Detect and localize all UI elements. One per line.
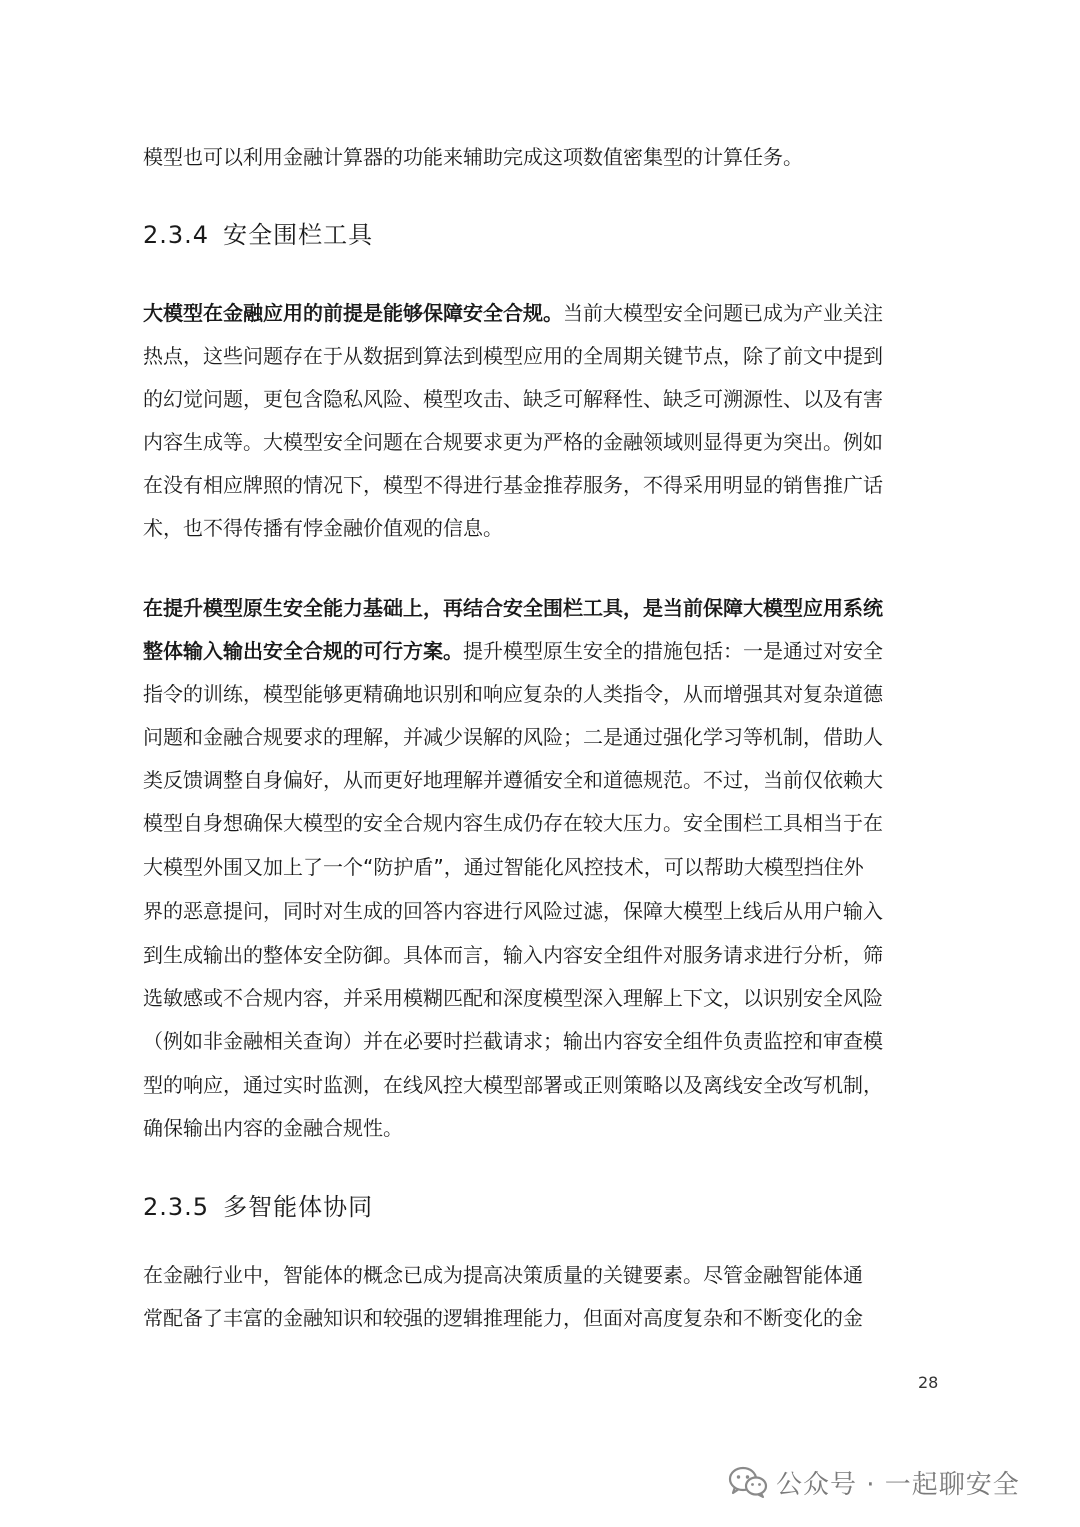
paragraph-line: 在金融行业中，智能体的概念已成为提高决策质量的关键要素。尽管金融智能体通 — [143, 1263, 863, 1287]
paragraph-line: （例如非金融相关查询）并在必要时拦截请求；输出内容安全组件负责监控和审查模 — [143, 1029, 883, 1053]
paragraph-line: 在提升模型原生安全能力基础上，再结合安全围栏工具，是当前保障大模型应用系统 — [143, 596, 883, 620]
watermark-text: 公众号 · 一起聊安全 — [776, 1469, 1020, 1500]
paragraph-line: 的幻觉问题，更包含隐私风险、模型攻击、缺乏可解释性、缺乏可溯源性、以及有害 — [143, 387, 883, 411]
paragraph-line: 选敏感或不合规内容，并采用模糊匹配和深度模型深入理解上下文，以识别安全风险 — [143, 986, 883, 1010]
paragraph-line: 型的响应，通过实时监测，在线风控大模型部署或正则策略以及离线安全改写机制， — [143, 1073, 883, 1097]
section-number: 2.3.4 — [143, 221, 210, 249]
paragraph-line: 问题和金融合规要求的理解，并减少误解的风险；二是通过强化学习等机制，借助人 — [143, 725, 883, 749]
paragraph-line: 确保输出内容的金融合规性。 — [143, 1116, 403, 1140]
watermark — [728, 1462, 1020, 1502]
section-number: 2.3.5 — [143, 1193, 210, 1221]
wechat-icon — [728, 1466, 768, 1498]
paragraph-line: 界的恶意提问，同时对生成的回答内容进行风险过滤，保障大模型上线后从用户输入 — [143, 899, 883, 923]
section-title: 多智能体协同 — [223, 1193, 374, 1221]
paragraph-line: 热点，这些问题存在于从数据到算法到模型应用的全周期关键节点，除了前文中提到 — [143, 344, 883, 368]
paragraph-line — [143, 637, 940, 665]
bold-lead: 大模型在金融应用的前提是能够保障安全合规。 — [143, 301, 563, 325]
paragraph-line: 在没有相应牌照的情况下，模型不得进行基金推荐服务，不得采用明显的销售推广话 — [143, 473, 883, 497]
paragraph-line: 常配备了丰富的金融知识和较强的逻辑推理能力，但面对高度复杂和不断变化的金 — [143, 1306, 863, 1330]
paragraph-line: 模型也可以利用金融计算器的功能来辅助完成这项数值密集型的计算任务。 — [143, 145, 803, 169]
section-heading-2-3-5 — [143, 1191, 373, 1223]
section-title: 安全围栏工具 — [223, 221, 374, 249]
paragraph-line: 到生成输出的整体安全防御。具体而言，输入内容安全组件对服务请求进行分析，筛 — [143, 943, 883, 967]
paragraph-line — [143, 299, 940, 327]
paragraph-line: 内容生成等。大模型安全问题在合规要求更为严格的金融领域则显得更为突出。例如 — [143, 430, 883, 454]
page-number: 28 — [918, 1373, 939, 1392]
bold-lead: 整体输入输出安全合规的可行方案。 — [143, 639, 463, 663]
section-heading-2-3-4 — [143, 219, 373, 251]
paragraph-line: 指令的训练，模型能够更精确地识别和响应复杂的人类指令，从而增强其对复杂道德 — [143, 682, 883, 706]
paragraph-line: 类反馈调整自身偏好，从而更好地理解并遵循安全和道德规范。不过，当前仅依赖大 — [143, 768, 883, 792]
paragraph-line: 大模型外围又加上了一个“防护盾”，通过智能化风控技术，可以帮助大模型挡住外 — [143, 855, 864, 879]
paragraph-line: 术，也不得传播有悖金融价值观的信息。 — [143, 516, 503, 540]
text-run: 当前大模型安全问题已成为产业关注 — [563, 301, 883, 325]
paragraph-line: 模型自身想确保大模型的安全合规内容生成仍存在较大压力。安全围栏工具相当于在 — [143, 811, 883, 835]
text-run: 提升模型原生安全的措施包括：一是通过对安全 — [463, 639, 883, 663]
